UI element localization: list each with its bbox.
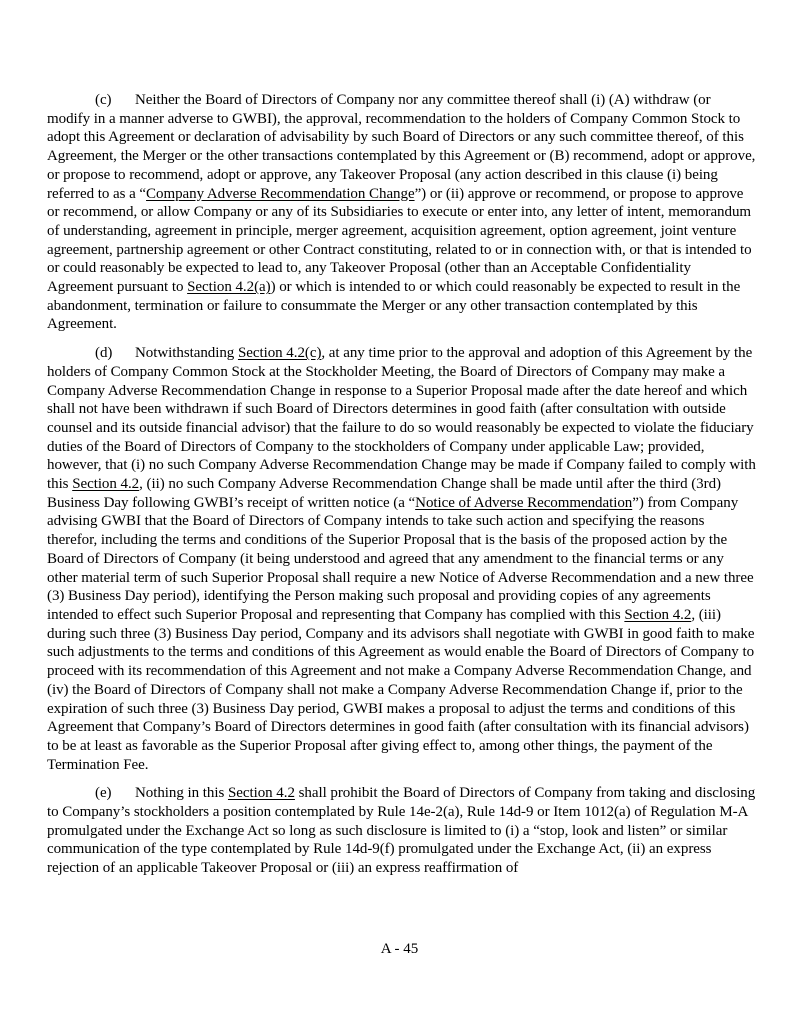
paragraph	[47, 784, 756, 878]
paragraph-text: ) or which is intended to or which could reasonably be expected to result in the abandonment, termination or failure to consummate the Merger or any other transaction contemplated by this Agreement.	[47, 279, 741, 333]
section-reference: Company Adverse Recommendation Change	[146, 185, 415, 202]
paragraph-marker: (d)	[95, 345, 113, 362]
paragraph-text: ”) from Company advising GWBI that the Board of Directors of Company intends to take such action and specifying the reasons therefor, including the terms and conditions of the Superior Proposal that is the basis of the proposed action by the Board of Directors of Company (it being understood and agreed that any amendment to the financial terms or any other material term of such Superior Proposal shall require a new Notice of Adverse Recommendation and a new three (3) Business Day period), identifying the Person making such proposal and providing copies of any agreements intended to effect such Superior Proposal and representing that Company has complied with this	[47, 494, 754, 623]
paragraph-text: , (ii) no such Company Adverse Recommendation Change shall be made until after the third (3rd) Business Day following GWBI’s receipt of written notice (a “	[47, 476, 721, 511]
paragraph-text: Nothing in this	[135, 785, 228, 802]
section-reference: Section 4.2(c)	[237, 345, 322, 362]
paragraph-marker: (e)	[95, 785, 112, 802]
paragraph-text: Neither the Board of Directors of Company nor any committee thereof shall (i) (A) withdraw (or modify in a manner adverse to GWBI), the approval, recommendation to the holders of Company Common Stock to adopt this Agreement or declaration of advisability by such Board of Directors or any such committee thereof, of this Agreement, the Merger or the other transactions contemplated by this Agreement or (B) recommend, adopt or approve, or propose to recommend, adopt or approve, any Takeover Proposal (any action described in this clause (i) being referred to as a “	[47, 92, 756, 202]
section-reference: Section 4.2	[624, 606, 692, 623]
paragraph-text: , (iii) during such three (3) Business Day period, Company and its advisors shall negotiate with GWBI in good faith to make such adjustments to the terms and conditions of this Agreement as would enable the Board of Directors of Company to proceed with its recommendation of this Agreement and not make a Company Adverse Recommendation Change, and (iv) the Board of Directors of Company shall not make a Company Adverse Recommendation Change if, prior to the expiration of such three (3) Business Day period, GWBI makes a proposal to adjust the terms and conditions of this Agreement that Company’s Board of Directors determines in good faith (after consultation with its financial advisors) to be at least as favorable as the Superior Proposal after giving effect to, among other things, the payment of the Termination Fee.	[47, 606, 755, 773]
section-reference: Section 4.2	[72, 476, 140, 493]
section-reference: Notice of Adverse Recommendation	[415, 494, 633, 511]
page-number: A - 45	[380, 941, 419, 957]
paragraph-text: shall prohibit the Board of Directors of Company from taking and disclosing to Company’s stockholders a position contemplated by Rule 14e-2(a), Rule 14d-9 or Item 1012(a) of Regulation M-A promulgated under the Exchange Act so long as such disclosure is limited to (i) a “stop, look and listen” or similar communication of the type contemplated by Rule 14d-9(f) promulgated under the Exchange Act, (ii) an express rejection of an applicable Takeover Proposal or (iii) an express reaffirmation of	[47, 785, 756, 877]
paragraph-text: ”) or (ii) approve or recommend, or propose to approve or recommend, or allow Company or any of its Subsidiaries to execute or enter into, any letter of intent, memorandum of understanding, agreement in principle, merger agreement, acquisition agreement, option agreement, joint venture agreement, partnership agreement or other Contract constituting, related to or in connection with, or that is intended to or could reasonably be expected to lead to, any Takeover Proposal (other than an Acceptable Confidentiality Agreement pursuant to	[47, 185, 752, 296]
document-body	[47, 91, 756, 888]
paragraph-marker: (c)	[95, 92, 112, 108]
section-reference: Section 4.2(a)	[187, 279, 271, 296]
paragraph-text: , at any time prior to the approval and adoption of this Agreement by the holders of Company Common Stock at the Stockholder Meeting, the Board of Directors of Company may make a Company Adverse Recommendation Change in response to a Superior Proposal made after the date hereof and which shall not have been withdrawn if such Board of Directors determines in good faith (after consultation with outside counsel and its outside financial advisor) that the failure to do so would reasonably be expected to violate the fiduciary duties of the Board of Directors of Company to the stockholders of Company under applicable Law; provided, however, that (i) no such Company Adverse Recommendation Change may be made if Company failed to comply with this	[47, 345, 756, 493]
paragraph	[47, 91, 756, 334]
paragraph	[47, 344, 756, 774]
paragraph-text: Notwithstanding	[135, 345, 238, 362]
section-reference: Section 4.2	[227, 785, 295, 802]
